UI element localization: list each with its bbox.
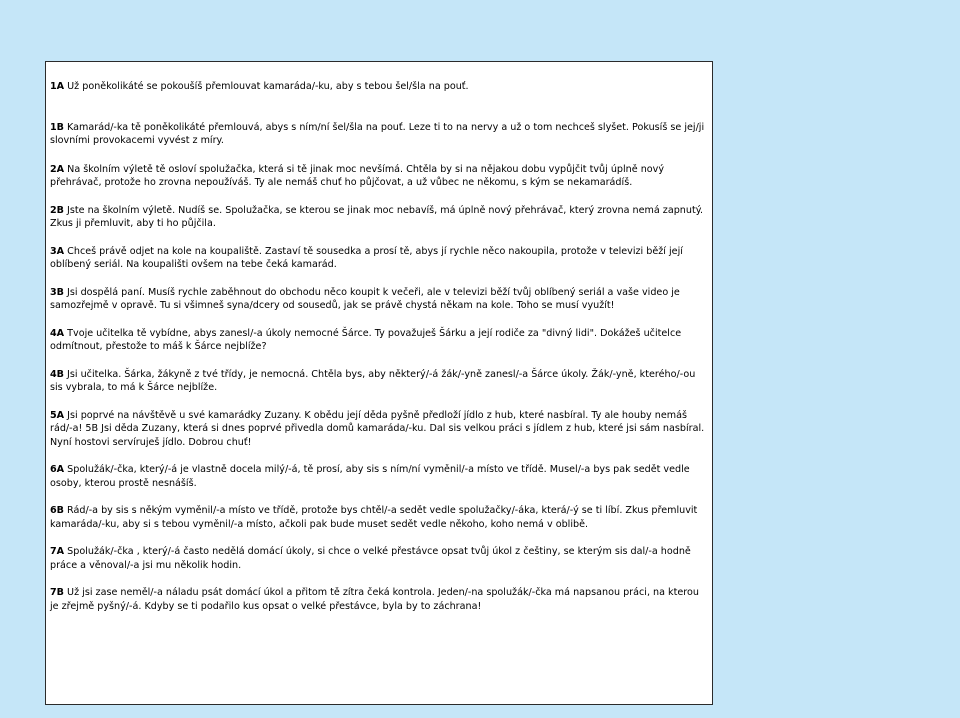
scenario-text: Kamarád/-ka tě poněkolikáté přemlouvá, abys s ním/ní šel/šla na pouť. Leze ti to na nervy a už o tom nechceš slyšet. Pokusíš se jej/ji slovními provokacemi vyvést z míry. xyxy=(50,121,705,146)
scenario-code: 7B xyxy=(50,587,64,598)
scenario-6a xyxy=(50,463,706,490)
scenario-text: Spolužák/-čka, který/-á je vlastně docela milý/-á, tě prosí, aby sis s ním/ní vyměnil/-a místo ve třídě. Musel/-a bys pak sedět vedle osoby, kterou prostě nesnášíš. xyxy=(50,464,690,489)
scenario-1b xyxy=(50,121,706,148)
scenario-code: 6A xyxy=(50,464,65,475)
scenario-5a xyxy=(50,409,706,450)
scenario-text: Tvoje učitelka tě vybídne, abys zanesl/-a úkoly nemocné Šárce. Ty považuješ Šárku a její rodiče za "divný lidi". Dokážeš učitelce odmítnout, přestože to máš k Šárce nejblíže? xyxy=(50,327,682,352)
scenario-7b xyxy=(50,586,706,613)
scenario-code: 4A xyxy=(50,327,65,339)
scenario-code: 1A xyxy=(50,81,65,92)
scenario-text: Už poněkolikáté se pokoušíš přemlouvat kamaráda/-ku, aby s tebou šel/šla na pouť. xyxy=(64,81,469,92)
scenario-code: 2A xyxy=(50,163,65,175)
scenario-text: Jsi učitelka. Šárka, žákyně z tvé třídy, je nemocná. Chtěla bys, aby některý/-á žák/-yně zanesl/-a Šárce úkoly. Žák/-yně, kterého/-ou sis vybrala, to má k Šárce nejblíže. xyxy=(50,368,696,393)
scenario-7a xyxy=(50,545,706,572)
scenario-code: 6B xyxy=(50,505,64,516)
scenario-text: Chceš právě odjet na kole na koupaliště. Zastaví tě sousedka a prosí tě, abys jí rychle něco nakoupila, protože v televizi běží její oblíbený seriál. Na koupališti ovšem na tebe čeká kamarád. xyxy=(50,245,683,270)
scenario-code: 3B xyxy=(50,286,64,298)
scenario-text: Už jsi zase neměl/-a náladu psát domácí úkol a přitom tě zítra čeká kontrola. Jeden/-na spolužák/-čka má napsanou práci, na kterou je zřejmě pyšný/-á. Kdyby se ti podařilo kus opsat o velké přestávce, byla by to záchrana! xyxy=(50,587,699,612)
scenario-text: Jste na školním výletě. Nudíš se. Spolužačka, se kterou se jinak moc nebavíš, má úplně nový přehrávač, který zrovna nemá zapnutý. Zkus ji přemluvit, aby ti ho půjčila. xyxy=(50,204,704,229)
scenario-code: 5A xyxy=(50,409,65,421)
scenario-text: Spolužák/-čka , který/-á často nedělá domácí úkoly, si chce o velké přestávce opsat tvůj úkol z češtiny, se kterým sis dal/-a hodně práce a věnoval/-a jsi mu několik hodin. xyxy=(50,546,691,571)
scenario-2a xyxy=(50,163,706,190)
scenario-6b xyxy=(50,504,706,531)
scenario-code: 4B xyxy=(50,368,64,380)
scenario-3b xyxy=(50,286,706,313)
scenario-text: Jsi poprvé na návštěvě u své kamarádky Zuzany. K obědu její děda pyšně předloží jídlo z hub, které nasbíral. Ty ale houby nemáš rád/-a! 5B Jsi děda Zuzany, která si dnes poprvé přivedla domů kamaráda/-ku. Dal sis velkou práci s jídlem z hub, které jsi sám nasbíral. Nyní hostovi servíruješ jídlo. Dobrou chuť! xyxy=(50,409,705,448)
scenario-code: 7A xyxy=(50,546,65,557)
document-page xyxy=(45,61,713,705)
scenario-code: 1B xyxy=(50,121,64,133)
scenario-text: Rád/-a by sis s někým vyměnil/-a místo ve třídě, protože bys chtěl/-a sedět vedle spolužačky/-áka, která/-ý se ti líbí. Zkus přemluvit kamaráda/-ku, aby si s tebou vyměnil/-a místo, ačkoli pak bude muset sedět vedle někoho, koho nemá v oblibě. xyxy=(50,505,698,530)
scenario-1a xyxy=(50,80,706,94)
scenario-4b xyxy=(50,368,706,395)
scenario-3a xyxy=(50,245,706,272)
scenario-code: 2B xyxy=(50,204,64,216)
scenario-code: 3A xyxy=(50,245,65,257)
scenario-4a xyxy=(50,327,706,354)
scenario-text: Jsi dospělá paní. Musíš rychle zaběhnout do obchodu něco koupit k večeři, ale v televizi běží tvůj oblíbený seriál a vaše video je samozřejmě v opravě. Tu si všimneš syna/dcery od sousedů, jak se právě chystá někam na kole. Toho se musí využít! xyxy=(50,286,680,311)
scenario-2b xyxy=(50,204,706,231)
scenario-text: Na školním výletě tě osloví spolužačka, která si tě jinak moc nevšímá. Chtěla by si na nějakou dobu vypůjčit tvůj úplně nový přehrávač, protože ho zrovna nepoužíváš. Ty ale nemáš chuť ho půjčovat, a už vůbec ne někomu, s kým se nekamarádíš. xyxy=(50,163,665,188)
